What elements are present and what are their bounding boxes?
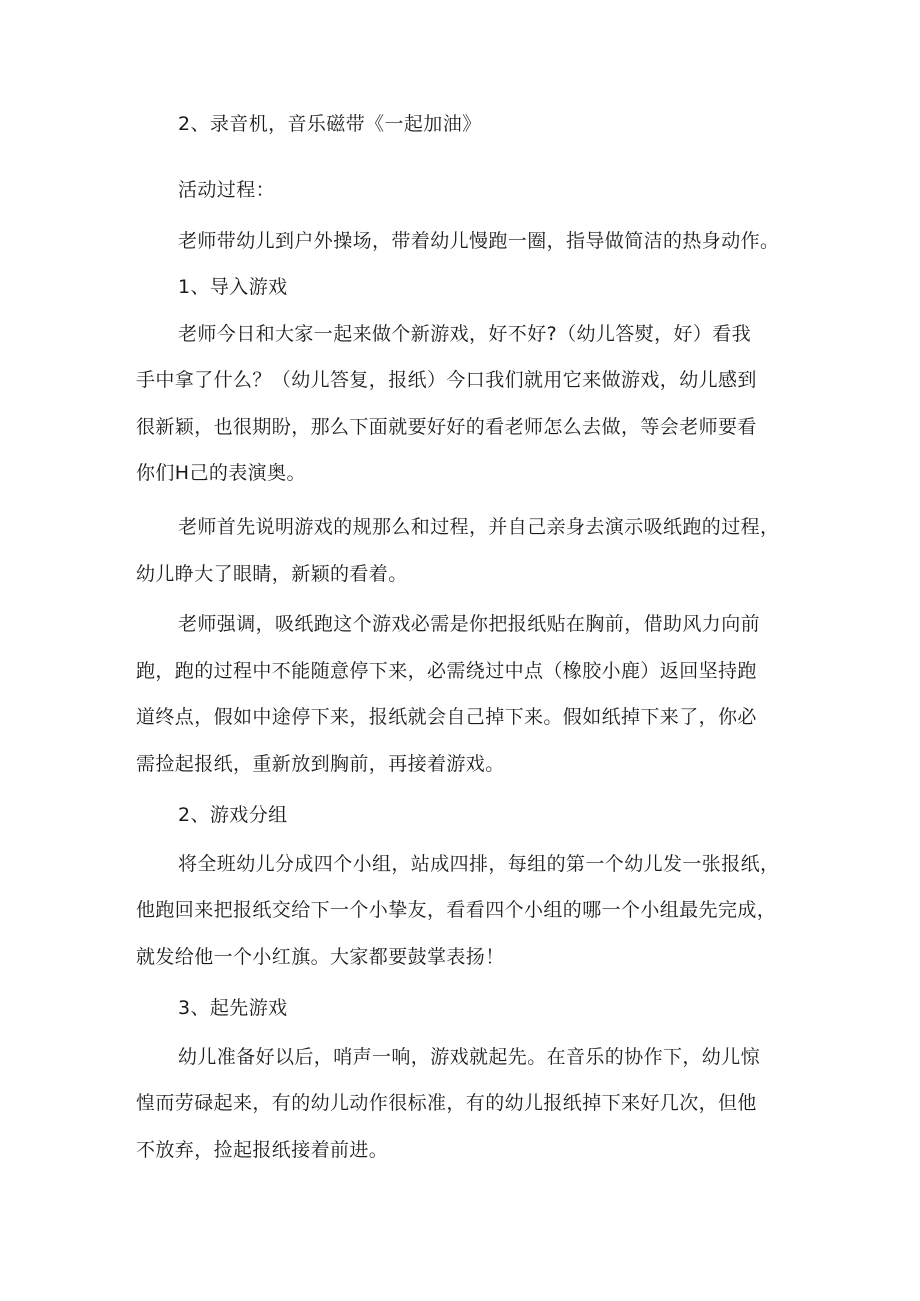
step3-heading: 3、起先游戏 — [178, 997, 288, 1019]
step3-para-line: 不放弃，捡起报纸接着前进。 — [136, 1139, 389, 1161]
step1-para2-line: 老师首先说明游戏的规那么和过程，并自己亲身去演示吸纸跑的过程， — [178, 516, 780, 538]
intro-line: 老师带幼儿到户外操场，带着幼儿慢跑一圈，指导做简洁的热身动作。 — [178, 230, 780, 252]
materials-item-2: 2、录音机，音乐磁带《一起加油》 — [178, 113, 482, 135]
step3-para-line: 惶而劳碌起来，有的幼儿动作很标准，有的幼儿报纸掉下来好几次，但他 — [136, 1092, 757, 1114]
step1-para1-line: 老师今日和大家一起来做个新游戏，好不好?（幼儿答熨，好）看我 — [178, 323, 752, 345]
step2-heading: 2、游戏分组 — [178, 804, 288, 826]
step1-para1-line: 很新颖，也很期盼，那么下面就要好好的看老师怎么去做，等会老师要看 — [136, 416, 757, 438]
step2-para-line: 他跑回来把报纸交给下一个小挚友，看看四个小组的哪一个小组最先完成， — [136, 899, 777, 921]
step2-para-line: 就发给他一个小红旗。大家都要鼓掌表扬！ — [136, 946, 505, 968]
step2-para-line: 将全班幼儿分成四个小组，站成四排，每组的第一个幼儿发一张报纸， — [178, 853, 780, 875]
process-heading: 活动过程： — [178, 179, 276, 201]
step1-para3-line: 需捡起报纸，重新放到胸前，再接着游戏。 — [136, 753, 505, 775]
step1-para3-line: 道终点，假如中途停下来，报纸就会自己掉下来。假如纸掉下来了，你必 — [136, 706, 757, 728]
step1-para1-line: 你们H己的表演奥。 — [136, 462, 306, 484]
step3-para-line: 幼儿准备好以后，哨声一响，游戏就起先。在音乐的协作下，幼儿惊 — [178, 1046, 761, 1068]
step1-heading: 1、导入游戏 — [178, 276, 288, 298]
step1-para3-line: 老师强调，吸纸跑这个游戏必需是你把报纸贴在胸前，借助风力向前 — [178, 613, 761, 635]
step1-para2-line: 幼儿睁大了眼睛，新颖的看着。 — [136, 563, 408, 585]
step1-para1-line: 手中拿了什么？（幼儿答复，报纸）今口我们就用它来做游戏，幼儿感到 — [136, 369, 757, 391]
step1-para3-line: 跑，跑的过程中不能随意停下来，必需绕过中点（橡胶小鹿）返回坚持跑 — [136, 660, 757, 682]
